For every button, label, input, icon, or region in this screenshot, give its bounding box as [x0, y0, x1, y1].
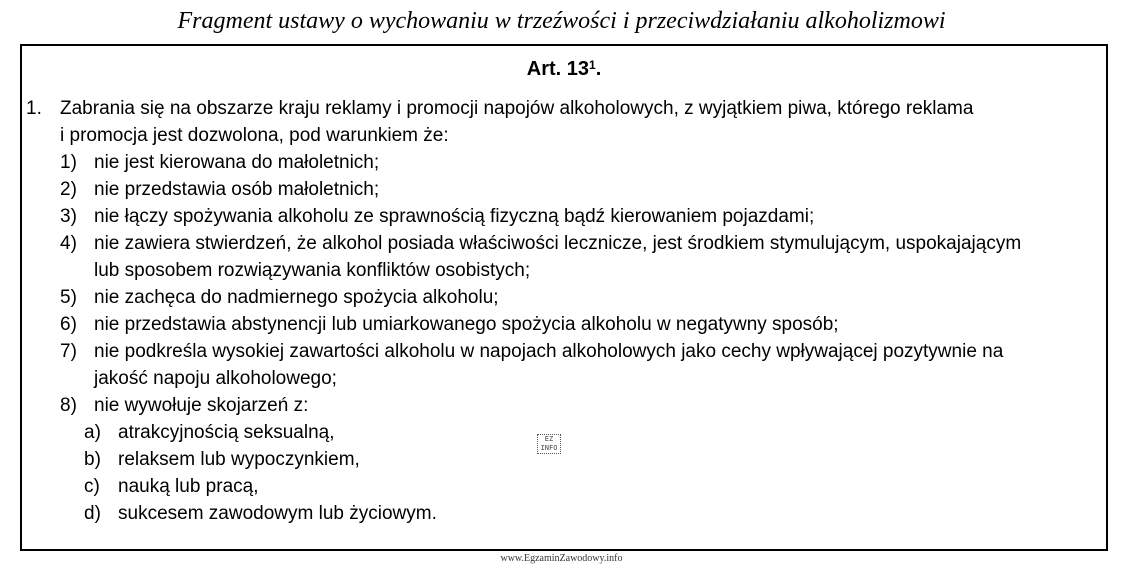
association-b — [84, 446, 360, 473]
condition-number: 1) — [60, 152, 77, 173]
condition-text-continuation: lub sposobem rozwiązywania konfliktów osobistych; — [94, 260, 531, 281]
association-a — [84, 419, 335, 446]
point-1-text-line-2: i promocja jest dozwolona, pod warunkiem że: — [60, 125, 449, 146]
point-1-line-1 — [26, 95, 973, 122]
association-text: sukcesem zawodowym lub życiowym. — [118, 503, 437, 524]
condition-text: nie podkreśla wysokiej zawartości alkoholu w napojach alkoholowych jako cechy wpływającej pozytywnie na — [94, 341, 1004, 362]
association-letter: c) — [84, 476, 100, 497]
ez-info-stamp — [537, 434, 561, 454]
association-letter: b) — [84, 449, 101, 470]
point-1-line-2 — [60, 122, 449, 149]
condition-text: nie przedstawia osób małoletnich; — [94, 179, 380, 200]
condition-4-line-2 — [94, 257, 530, 284]
association-c — [84, 473, 259, 500]
condition-text: nie zawiera stwierdzeń, że alkohol posiada właściwości lecznicze, jest środkiem stymulującym, uspokajającym — [94, 233, 1022, 254]
condition-number: 3) — [60, 206, 77, 227]
stamp-line-1: EZ — [544, 435, 554, 443]
article-superscript: 1 — [589, 58, 596, 72]
document-title: Fragment ustawy o wychowaniu w trzeźwości i przeciwdziałaniu alkoholizmowi — [177, 8, 946, 34]
association-letter: d) — [84, 503, 101, 524]
condition-text: nie łączy spożywania alkoholu ze sprawnością fizyczną bądź kierowaniem pojazdami; — [94, 206, 815, 227]
point-1-text-line-1: Zabrania się na obszarze kraju reklamy i promocji napojów alkoholowych, z wyjątkiem piwa, którego reklama — [60, 98, 974, 119]
condition-7-line-2 — [94, 365, 337, 392]
condition-text: nie wywołuje skojarzeń z: — [94, 395, 309, 416]
article-frame — [20, 44, 1108, 551]
condition-number: 2) — [60, 179, 77, 200]
condition-3 — [60, 203, 814, 230]
condition-number: 5) — [60, 287, 77, 308]
condition-number: 4) — [60, 233, 77, 254]
point-1-number: 1. — [26, 98, 42, 119]
watermark: www.EgzaminZawodowy.info — [500, 553, 623, 564]
association-text: atrakcyjnością seksualną, — [118, 422, 335, 443]
article-label: Art. 13 — [526, 58, 589, 80]
article-heading — [22, 56, 1106, 82]
stamp-line-2: INFO — [540, 444, 558, 452]
condition-4-line-1 — [60, 230, 1021, 257]
condition-text: nie przedstawia abstynencji lub umiarkowanego spożycia alkoholu w negatywny sposób; — [94, 314, 839, 335]
condition-2 — [60, 176, 379, 203]
condition-text-continuation: jakość napoju alkoholowego; — [94, 368, 337, 389]
condition-text: nie zachęca do nadmiernego spożycia alkoholu; — [94, 287, 499, 308]
condition-number: 6) — [60, 314, 77, 335]
association-text: nauką lub pracą, — [118, 476, 259, 497]
condition-1 — [60, 149, 379, 176]
condition-7-line-1 — [60, 338, 1003, 365]
condition-number: 8) — [60, 395, 77, 416]
association-d — [84, 500, 437, 527]
condition-5 — [60, 284, 499, 311]
condition-text: nie jest kierowana do małoletnich; — [94, 152, 380, 173]
condition-8 — [60, 392, 308, 419]
article-suffix: . — [595, 58, 602, 80]
association-letter: a) — [84, 422, 101, 443]
condition-6 — [60, 311, 839, 338]
condition-number: 7) — [60, 341, 77, 362]
association-text: relaksem lub wypoczynkiem, — [118, 449, 360, 470]
